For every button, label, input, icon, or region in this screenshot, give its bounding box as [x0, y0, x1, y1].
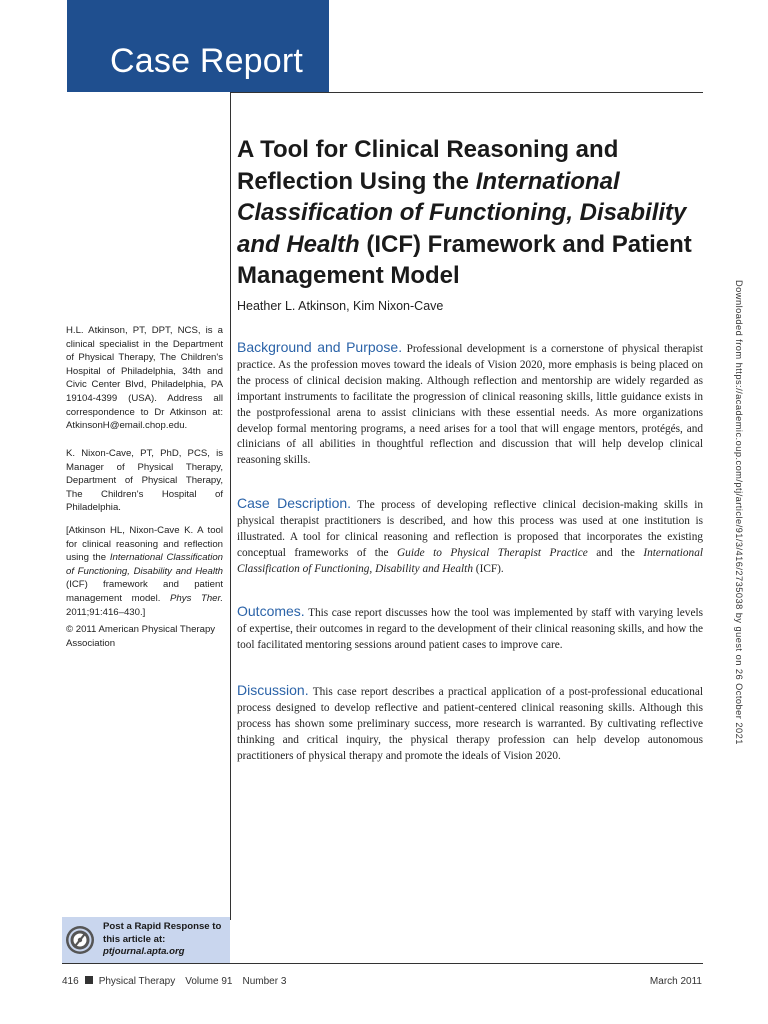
rapid-response-link[interactable]: Post a Rapid Response to this article at: ptjournal.apta.org	[103, 921, 222, 957]
journal-name: Physical Therapy	[98, 976, 176, 987]
author-affiliation-2: K. Nixon-Cave, PT, PhD, PCS, is Manager of Physical Therapy, Department of Physical Therapy, The Children's Hospital of Philadelphia.	[66, 448, 223, 514]
volume: Volume 91	[185, 976, 233, 987]
section-heading: Discussion.	[237, 682, 309, 698]
abstract-case-description: Case Description. The process of developing reflective clinical decision-making skills in physical therapist practitioners is described, and how this process was used at one institution is illustrated. A tool for clinical reasoning and reflection is proposed that incorporates the existing conceptual frameworks of the Guide to Physical Therapist Practice and the International Classification of Functioning, Disability and Health (ICF).	[237, 495, 703, 575]
section-title: Case Report	[110, 42, 304, 80]
article-authors: Heather L. Atkinson, Kim Nixon-Cave	[237, 299, 444, 313]
abstract-background	[237, 340, 703, 469]
top-divider	[231, 92, 703, 93]
section-text: Professional development is a cornerstone of physical therapist practice. As the profession moves toward the ideals of Vision 2020, more emphasis is being placed on the process of clinical decision making. Although reflection and mentorship are widely regarded as important instruments to facilitate the progression of clinical reasoning skills, little guidance exists in the postprofessional arena to assist clinicians with these essential needs. As more organizations develop formal mentoring programs, a need arises for a tool that will engage mentors, protégés, and clinicians of all abilities in thoughtful reflection and discussion that will help develop clinical reasoning skills.	[237, 343, 704, 467]
footer-journal-info	[62, 976, 286, 987]
footer-square-icon	[85, 976, 93, 984]
section-heading: Background and Purpose.	[237, 339, 403, 355]
article-title: A Tool for Clinical Reasoning and Reflection Using the International Classification of Functioning, Disability and Health (ICF) Framework and Patient Management Model	[237, 136, 692, 289]
abstract-discussion	[237, 683, 703, 765]
footer-date: March 2011	[649, 976, 702, 987]
rapid-response-icon[interactable]	[65, 925, 95, 955]
download-watermark: Downloaded from https://academic.oup.com/ptj/article/91/3/416/2735038 by guest on 26 October 2021	[734, 280, 744, 745]
section-text: This case report discusses how the tool was implemented by staff with varying levels of expertise, their outcomes in regard to the development of their clinical reasoning skills, and how the tool facilitated mentoring sessions around patient cases to improve care.	[237, 607, 703, 651]
abstract-outcomes	[237, 604, 703, 654]
author-affiliation-1: H.L. Atkinson, PT, DPT, NCS, is a clinical specialist in the Department of Physical Therapy, The Children's Hospital of Philadelphia, 34th and Civic Center Blvd, Philadelphia, PA 19104-4399 (USA). Address all correspondence to Dr Atkinson at: AtkinsonH@email.chop.edu.	[66, 325, 223, 432]
citation: [Atkinson HL, Nixon-Cave K. A tool for clinical reasoning and reflection using the International Classification of Functioning, Disability and Health (ICF) framework and patient management model. Phys Ther. 2011;91:416–430.]	[66, 525, 224, 618]
copyright-notice: © 2011 American Physical Therapy Association	[66, 624, 216, 649]
section-heading: Outcomes.	[237, 603, 305, 619]
page-number: 416	[62, 976, 79, 987]
footer-divider	[62, 963, 703, 964]
section-heading: Case Description.	[237, 495, 352, 511]
column-divider	[230, 92, 231, 920]
section-text: This case report describes a practical application of a post-professional educational process designed to develop reflective and patient-centered clinical reasoning skills. Although this process has shown some preliminary success, more research is warranted. By cultivating reflective thinking and critical inquiry, the physical therapy profession can help develop autonomous practitioners of physical therapy and promote the ideals of Vision 2020.	[237, 686, 703, 762]
issue-number: Number 3	[242, 976, 287, 987]
